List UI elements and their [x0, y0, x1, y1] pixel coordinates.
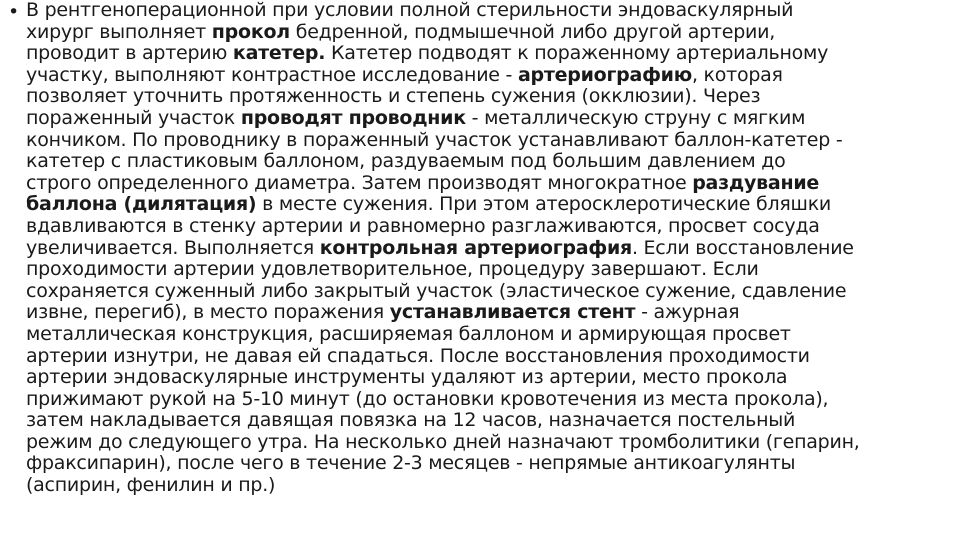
text-run: фраксипарин), после чего в течение 2-3 месяцев - непрямые антикоагулянты	[26, 452, 796, 475]
text-line	[26, 0, 954, 22]
text-line	[26, 324, 954, 346]
text-run: артерии эндоваскулярные инструменты удаляют из артерии, место прокола	[26, 366, 788, 389]
text-line	[26, 108, 954, 130]
text-line	[26, 432, 954, 454]
text-run: проводит в артерию	[26, 42, 233, 65]
text-run: в месте сужения. При этом атеросклеротические бляшки	[256, 193, 832, 216]
bold-term: раздувание	[692, 171, 820, 194]
bullet-marker: •	[8, 1, 20, 23]
text-line	[26, 194, 954, 216]
text-run: , которая	[691, 63, 783, 86]
text-line	[26, 151, 954, 173]
text-line	[26, 22, 954, 44]
text-line	[26, 453, 954, 475]
bold-term: баллона (дилятация)	[26, 193, 257, 216]
text-line	[26, 281, 954, 303]
text-line	[26, 65, 954, 87]
text-run: вдавливаются в стенку артерии и равномерно разглаживаются, просвет сосуда	[26, 214, 820, 237]
text-run: хирург выполняет	[26, 20, 212, 43]
text-run: катетер с пластиковым баллоном, раздуваемым под большим давлением до	[26, 150, 786, 173]
text-line	[26, 410, 954, 432]
body-paragraph	[4, 0, 954, 497]
text-line	[26, 173, 954, 195]
text-line	[26, 475, 954, 497]
text-run: (аспирин, фенилин и пр.)	[26, 474, 276, 497]
text-line	[26, 367, 954, 389]
bold-term: устанавливается стент	[389, 301, 636, 324]
text-line	[26, 86, 954, 108]
text-run: артерии изнутри, не давая ей спадаться. После восстановления проходимости	[26, 344, 810, 367]
text-run: металлическая конструкция, расширяемая баллоном и армирующая просвет	[26, 322, 791, 345]
text-run: участку, выполняют контрастное исследование -	[26, 63, 518, 86]
bold-term: контрольная артериография	[319, 236, 632, 259]
text-run: режим до следующего утра. На несколько дней назначают тромболитики (гепарин,	[26, 430, 860, 453]
text-run: прижимают рукой на 5-10 минут (до остановки кровотечения из места прокола),	[26, 387, 829, 410]
text-run: извне, перегиб), в место поражения	[26, 301, 390, 324]
text-run: Катетер подводят к пораженному артериальному	[325, 42, 829, 65]
text-line	[26, 130, 954, 152]
text-run: строго определенного диаметра. Затем производят многократное	[26, 171, 693, 194]
text-run: пораженный участок	[26, 106, 241, 129]
bold-term: артериографию	[517, 63, 692, 86]
text-line	[26, 259, 954, 281]
text-run: бедренной, подмышечной либо другой артерии,	[289, 20, 775, 43]
text-line	[26, 389, 954, 411]
bold-term: катетер.	[232, 42, 326, 65]
text-run: затем накладывается давящая повязка на 12 часов, назначается постельный	[26, 409, 796, 432]
text-line	[26, 346, 954, 368]
bold-term: проводят проводник	[240, 106, 466, 129]
text-run: увеличивается. Выполняется	[26, 236, 320, 259]
text-run: позволяет уточнить протяженность и степень сужения (окклюзии). Через	[26, 85, 761, 108]
text-run: . Если восстановление	[631, 236, 854, 259]
bullet-item	[4, 0, 954, 497]
text-line	[26, 216, 954, 238]
text-run: В рентгеноперационной при условии полной стерильности эндоваскулярный	[26, 0, 794, 21]
text-line	[26, 238, 954, 260]
text-run: - ажурная	[635, 301, 740, 324]
text-run: сохраняется суженный либо закрытый участок (эластическое сужение, сдавление	[26, 279, 847, 302]
text-run: - металлическую струну с мягким	[465, 106, 806, 129]
text-line	[26, 302, 954, 324]
text-run: кончиком. По проводнику в пораженный участок устанавливают баллон-катетер -	[26, 128, 843, 151]
text-line	[26, 43, 954, 65]
text-run: проходимости артерии удовлетворительное, процедуру завершают. Если	[26, 258, 759, 281]
bold-term: прокол	[211, 20, 290, 43]
